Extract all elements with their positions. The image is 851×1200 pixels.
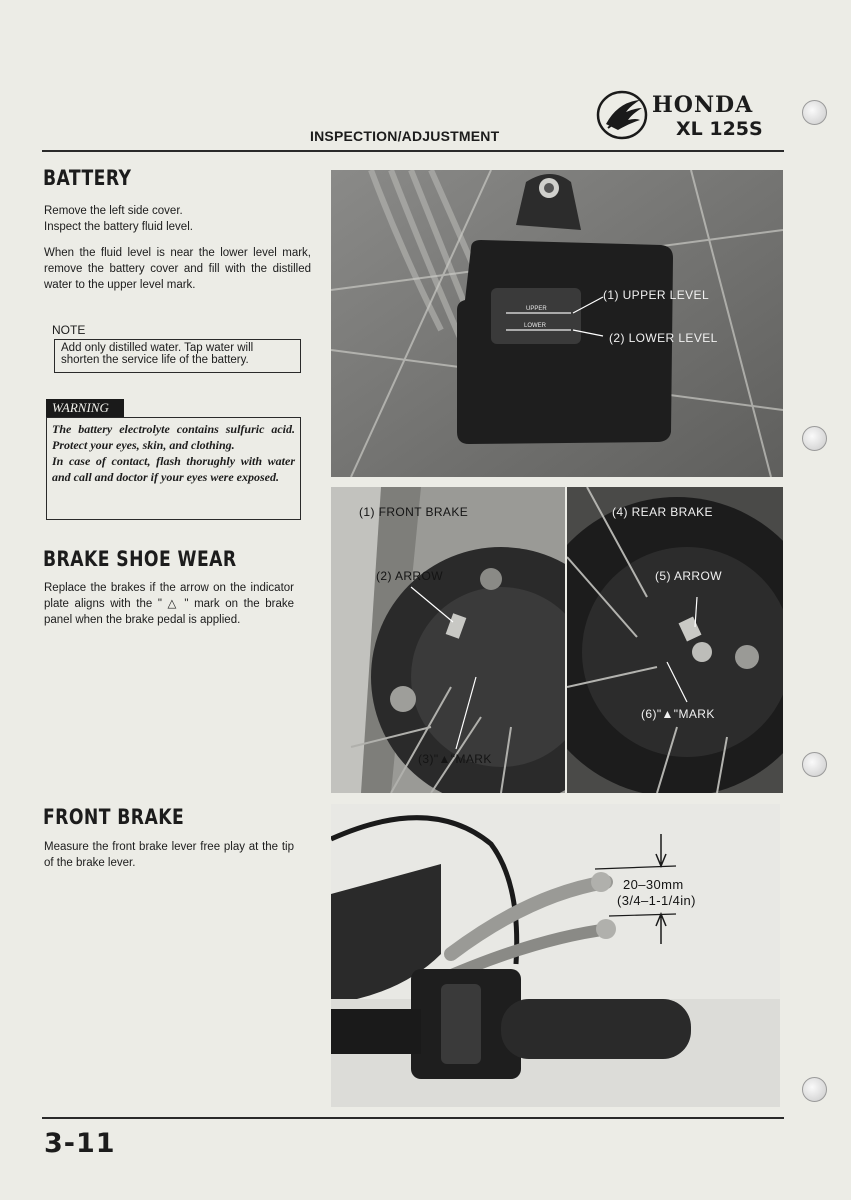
label-arrow-rear: (5) ARROW — [655, 569, 722, 583]
honda-wing-logo — [596, 90, 656, 140]
label-mark-front: (3)"▲"MARK — [418, 752, 492, 766]
label-upper-level: (1) UPPER LEVEL — [603, 288, 710, 302]
brand-name: HONDA — [652, 92, 754, 118]
label-front-brake: (1) FRONT BRAKE — [359, 505, 469, 519]
battery-body: When the fluid level is near the lower level mark, remove the battery cover and fill with the distilled water to the upper level mark. — [44, 247, 311, 291]
label-arrow-front: (2) ARROW — [376, 569, 443, 583]
binder-hole — [802, 100, 827, 125]
brake-lever-photo — [331, 804, 780, 1107]
battery-photo — [331, 170, 783, 477]
brake-shoe-heading: BRAKE SHOE WEAR — [43, 547, 237, 571]
note-box: Add only distilled water. Tap water will shorten the service life of the battery. — [54, 339, 301, 373]
rear-brake-photo — [567, 487, 783, 793]
measure-in: (3/4–1-1/4in) — [617, 893, 696, 908]
binder-hole — [802, 1077, 827, 1102]
front-brake-photo — [331, 487, 565, 793]
brake-shoe-body: Replace the brakes if the arrow on the indicator plate aligns with the " △ " mark on the brake panel when the brake pedal is applied. — [44, 582, 294, 626]
label-rear-brake: (4) REAR BRAKE — [612, 505, 713, 519]
binder-hole — [802, 752, 827, 777]
cover-mark-upper: UPPER — [526, 306, 547, 312]
model-name: XL 125S — [676, 118, 763, 140]
note-label: NOTE — [52, 323, 86, 337]
header-rule — [42, 150, 784, 152]
binder-hole — [802, 426, 827, 451]
label-lower-level: (2) LOWER LEVEL — [609, 331, 718, 345]
warning-box — [46, 417, 301, 520]
warning-text-2: In case of contact, flash thorughly with water and call and doctor if your eyes were exposed. — [52, 454, 295, 484]
footer-rule — [42, 1117, 784, 1119]
warning-text-1: The battery electrolyte contains sulfuric acid. Protect your eyes, skin, and clothing. — [52, 422, 295, 452]
front-brake-heading: FRONT BRAKE — [43, 805, 185, 829]
cover-mark-lower: LOWER — [524, 323, 547, 329]
label-mark-rear: (6)"▲"MARK — [641, 707, 715, 721]
battery-heading: BATTERY — [43, 166, 132, 190]
page-number: 3-11 — [44, 1128, 116, 1159]
section-title: INSPECTION/ADJUSTMENT — [310, 128, 500, 144]
warning-label: WARNING — [46, 399, 124, 417]
front-brake-body: Measure the front brake lever free play at the tip of the brake lever. — [44, 841, 294, 869]
measure-mm: 20–30mm — [623, 877, 684, 892]
battery-intro: Remove the left side cover. Inspect the battery fluid level. — [44, 205, 193, 233]
